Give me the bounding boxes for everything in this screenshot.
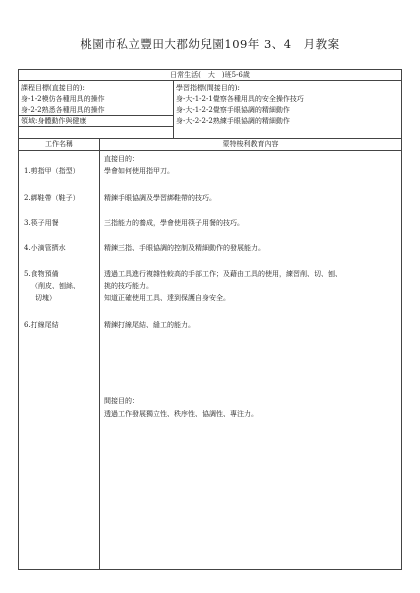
work-description: 知道正確使用工具、達到保護自身安全。: [104, 294, 230, 302]
domain-label: 領域:身體動作與健康: [21, 117, 87, 125]
course-goal-item: 身-2-2熟悉各種用具的操作: [21, 106, 105, 114]
work-description: 挑的技巧能力。: [104, 282, 153, 290]
lesson-plan-table: [18, 69, 402, 570]
course-goal-item: 身-1-2模仿各種用具的操作: [21, 95, 105, 103]
learning-indicators-heading: 學習指標(間接目的):: [176, 84, 240, 92]
class-header: 日常生活( 大 )班5-6歲: [170, 71, 250, 79]
learning-indicator-item: 身-大-1-2-1覺察各種用具的安全操作技巧: [176, 95, 304, 103]
work-name: 1.剪指甲（指型）: [24, 167, 80, 175]
work-name: 4.小滴管擠水: [24, 244, 66, 252]
learning-indicator-item: 身-大-2-2-2熟練手眼協調的精細動作: [176, 117, 290, 125]
work-name: 2.綁鞋帶（鞋子）: [24, 194, 80, 202]
indirect-purpose-text: 透過工作發展獨立性、秩序性、協調性、專注力。: [104, 410, 258, 418]
learning-indicator-item: 身-大-1-2-2覺察手眼協調的精細動作: [176, 106, 290, 114]
work-description: 三指能力的養成，學會使用筷子用餐的技巧。: [104, 219, 244, 227]
direct-purpose-label: 直接目的：: [104, 155, 139, 163]
work-description: 精鍊三指、手眼協調的控制及精細動作的發展能力。: [104, 244, 265, 252]
work-name-detail: 切塊）: [35, 294, 56, 302]
row-divider: [19, 80, 401, 81]
work-name-detail: （削皮、刨絲、: [31, 282, 80, 290]
work-name: 6.打線尾結: [24, 321, 59, 329]
cell-divider: [19, 126, 173, 127]
row-divider: [19, 150, 401, 151]
column-divider: [173, 80, 174, 138]
work-name: 3.筷子用餐: [24, 219, 59, 227]
work-name-header: 工作名稱: [45, 140, 73, 148]
work-description: 精鍊打線尾結、縫工的能力。: [104, 321, 195, 329]
work-description: 學會如何使用指甲刀。: [104, 167, 174, 175]
column-divider: [99, 138, 100, 569]
work-name: 5.食物預備: [24, 270, 59, 278]
page-title: 桃園市私立豐田大郡幼兒園109年 3、4 月教案: [80, 37, 340, 51]
work-description: 透過工具進行複雜性較高的手部工作；及藉由工具的使用，練習削、切、刨、: [104, 270, 342, 278]
content-header: 蒙特梭利教育內容: [222, 140, 279, 148]
work-description: 精鍊手眼協調及學習綁鞋帶的技巧。: [104, 194, 216, 202]
course-goals-heading: 課程目標(直接目的):: [21, 84, 85, 92]
indirect-purpose-label: 間接目的：: [104, 397, 139, 405]
